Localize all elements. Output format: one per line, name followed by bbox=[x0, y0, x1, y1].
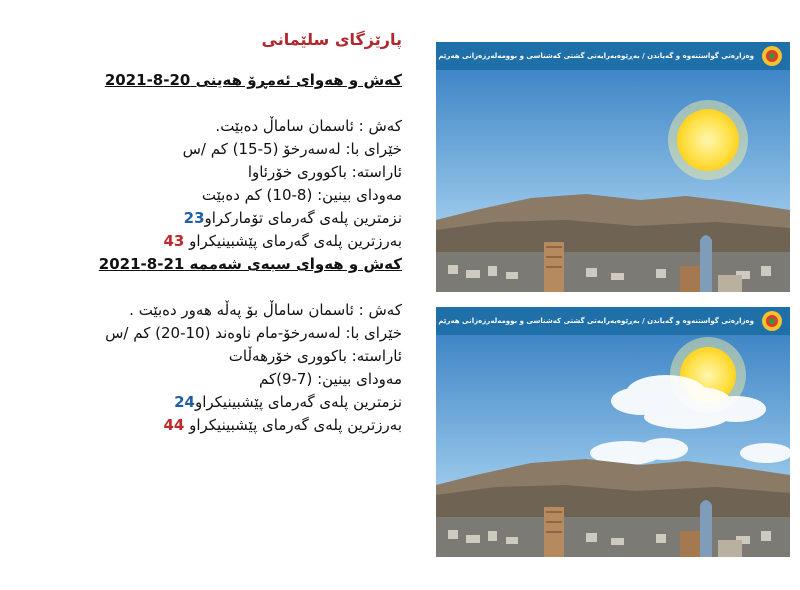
today-sky: كەش : ئاسمان ساماڵ دەبێت. bbox=[215, 117, 402, 135]
tomorrow-max-temp bbox=[90, 414, 402, 437]
banner-text: وەزارەتی گواستنەوە و گەیاندن / بەڕێوەبەرایەتی گشتی کەشناسی و بوومەلەرزەزانی هەرێم - بەشی پێشبینی bbox=[379, 317, 754, 325]
tomorrow-min-temp bbox=[90, 391, 402, 414]
today-max-label: بەرزترین پلەی گەرمای پێشبینیكراو bbox=[184, 232, 402, 250]
sun-icon bbox=[668, 100, 748, 180]
emblem-icon bbox=[760, 44, 784, 68]
emblem-icon bbox=[760, 309, 784, 333]
tomorrow-wind-direction: ئاراستە: باكووری خۆرهەڵات bbox=[228, 347, 402, 365]
partly-cloudy-city-scene bbox=[436, 335, 790, 557]
today-wind-speed: خێرای با: لەسەرخۆ (5-15) كم /س bbox=[182, 140, 402, 158]
tomorrow-title: كەش و هەوای سبەی شەممە 21-8-2021 bbox=[98, 255, 402, 273]
tomorrow-min-value: 24 bbox=[174, 393, 195, 411]
today-max-temp bbox=[90, 230, 402, 253]
agency-banner bbox=[379, 307, 790, 335]
agency-banner bbox=[379, 42, 790, 70]
tomorrow-min-label: نزمترین پلەی گەرمای پێشبینیكراو bbox=[194, 393, 402, 411]
tomorrow-max-value: 44 bbox=[163, 416, 185, 434]
forecast-text bbox=[90, 28, 402, 437]
today-min-value: 23 bbox=[183, 209, 205, 227]
today-visibility: مەودای بینین: (8-10) كم دەبێت bbox=[201, 186, 402, 204]
tomorrow-visibility: مەودای بینین: (7-9)كم bbox=[258, 370, 402, 388]
today-wind-direction: ئاراستە: باكووری خۆرئاوا bbox=[247, 163, 402, 181]
today-min-temp bbox=[90, 207, 402, 230]
station-name: پارێزگای سلێمانی bbox=[261, 30, 402, 49]
tomorrow-sky: كەش : ئاسمان ساماڵ بۆ پەڵە هەور دەبێت . bbox=[129, 301, 402, 319]
weather-image-today bbox=[379, 42, 790, 292]
today-max-value: 43 bbox=[163, 232, 185, 250]
today-title: كەش و هەوای ئەمڕۆ هەینی 20-8-2021 bbox=[104, 71, 402, 89]
tomorrow-max-label: بەرزترین پلەی گەرمای پێشبینیكراو bbox=[184, 416, 402, 434]
weather-image-tomorrow bbox=[379, 307, 790, 557]
today-min-label: نزمترین پلەی گەرمای تۆماركراو bbox=[204, 209, 402, 227]
sunny-city-scene bbox=[436, 70, 790, 292]
tomorrow-wind-speed: خێرای با: لەسەرخۆ-مام ناوەند (10-20) كم /س bbox=[105, 324, 402, 342]
banner-text: وەزارەتی گواستنەوە و گەیاندن / بەڕێوەبەرایەتی گشتی کەشناسی و بوومەلەرزەزانی هەرێم - بەشی پێشبینی bbox=[379, 52, 754, 60]
